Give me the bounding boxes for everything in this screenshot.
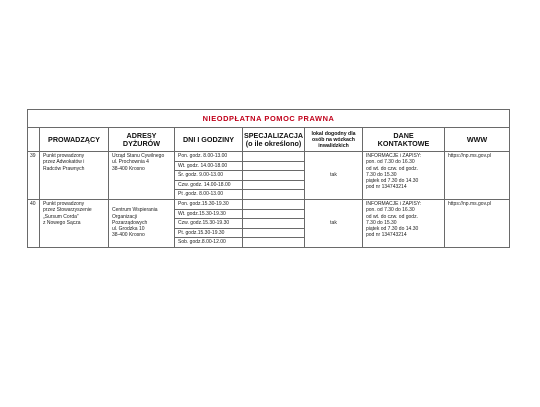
specialization-slot bbox=[243, 200, 304, 210]
schedule-slot: Czw. godz.15.30-19.30 bbox=[175, 219, 242, 229]
header-provider: PROWADZĄCY bbox=[40, 128, 109, 152]
header-accessible: lokal dogodny dla osób na wózkach inwalidzkich bbox=[305, 128, 363, 152]
header-address: ADRESY DYŻURÓW bbox=[109, 128, 175, 152]
schedule-slot: Pon. godz. 8.00-13.00 bbox=[175, 152, 242, 162]
row-contact: INFORMACJE i ZAPISY: pon. od 7.30 do 16.30 od wt. do czw. od godz. 7.30 do 15.30 piątek od 7.30 do 14.30 pod nr 134743214 bbox=[363, 199, 445, 247]
schedule-slot: Sob. godz.8.00-12.00 bbox=[178, 239, 226, 246]
row-schedule bbox=[175, 199, 243, 247]
specialization-slot bbox=[243, 190, 304, 199]
specialization-slot bbox=[243, 238, 304, 247]
row-accessible: tak bbox=[305, 152, 363, 200]
specialization-slot bbox=[243, 229, 304, 239]
specialization-slot bbox=[243, 171, 304, 181]
row-www: https://np.ms.gov.pl bbox=[445, 152, 510, 200]
row-provider: Punkt prowadzony przez Adwokatów i Radców Prawnych bbox=[40, 152, 109, 200]
row-www: https://np.ms.gov.pl bbox=[445, 199, 510, 247]
header-days: DNI I GODZINY bbox=[175, 128, 243, 152]
schedule-slot: Wt. godz.15.30-19.30 bbox=[175, 210, 242, 220]
table-row bbox=[28, 152, 510, 200]
schedule-slot: Pon. godz.15.30-19.30 bbox=[175, 200, 242, 210]
schedule-slot: Czw. godz. 14.00-18.00 bbox=[175, 181, 242, 191]
header-contact: DANE KONTAKTOWE bbox=[363, 128, 445, 152]
row-address: Urząd Stanu Cywilnego ul. Prochownia 4 38-400 Krosno bbox=[109, 152, 175, 200]
row-address: Centrum Wspierania Organizacji Pozarządowych ul. Grodzka 10 38-400 Krosno bbox=[109, 199, 175, 247]
schedule-slot: Wt. godz. 14.00-18.00 bbox=[175, 162, 242, 172]
specialization-slot bbox=[243, 152, 304, 162]
table-banner: NIEODPŁATNA POMOC PRAWNA bbox=[28, 110, 510, 128]
header-number bbox=[28, 128, 40, 152]
row-contact: INFORMACJE i ZAPISY: pon. od 7.30 do 16.30 od wt. do czw. od godz. 7.30 do 15.30 piątek od 7.30 do 14.30 pod nr 134743214 bbox=[363, 152, 445, 200]
row-specialization bbox=[243, 199, 305, 247]
specialization-slot bbox=[243, 219, 304, 229]
row-schedule bbox=[175, 152, 243, 200]
specialization-slot bbox=[243, 181, 304, 191]
row-number: 39 bbox=[28, 152, 40, 200]
row-provider: Punkt prowadzony przez Stowarzyszenie „Sursum Corda” z Nowego Sącza bbox=[40, 199, 109, 247]
legal-aid-table bbox=[27, 109, 510, 248]
header-specialization: SPECJALIZACJA (o ile określono) bbox=[243, 128, 305, 152]
table-row bbox=[28, 199, 510, 247]
header-www: WWW bbox=[445, 128, 510, 152]
schedule-slot: Pt .godz. 8.00-13.00 bbox=[178, 191, 224, 198]
row-accessible: tak bbox=[305, 199, 363, 247]
specialization-slot bbox=[243, 210, 304, 220]
header-row bbox=[28, 128, 510, 152]
row-specialization bbox=[243, 152, 305, 200]
schedule-slot: Pt. godz.15.30-19.30 bbox=[175, 229, 242, 239]
schedule-slot: Śr. godz. 9.00-13.00 bbox=[175, 171, 242, 181]
specialization-slot bbox=[243, 162, 304, 172]
row-number: 40 bbox=[28, 199, 40, 247]
